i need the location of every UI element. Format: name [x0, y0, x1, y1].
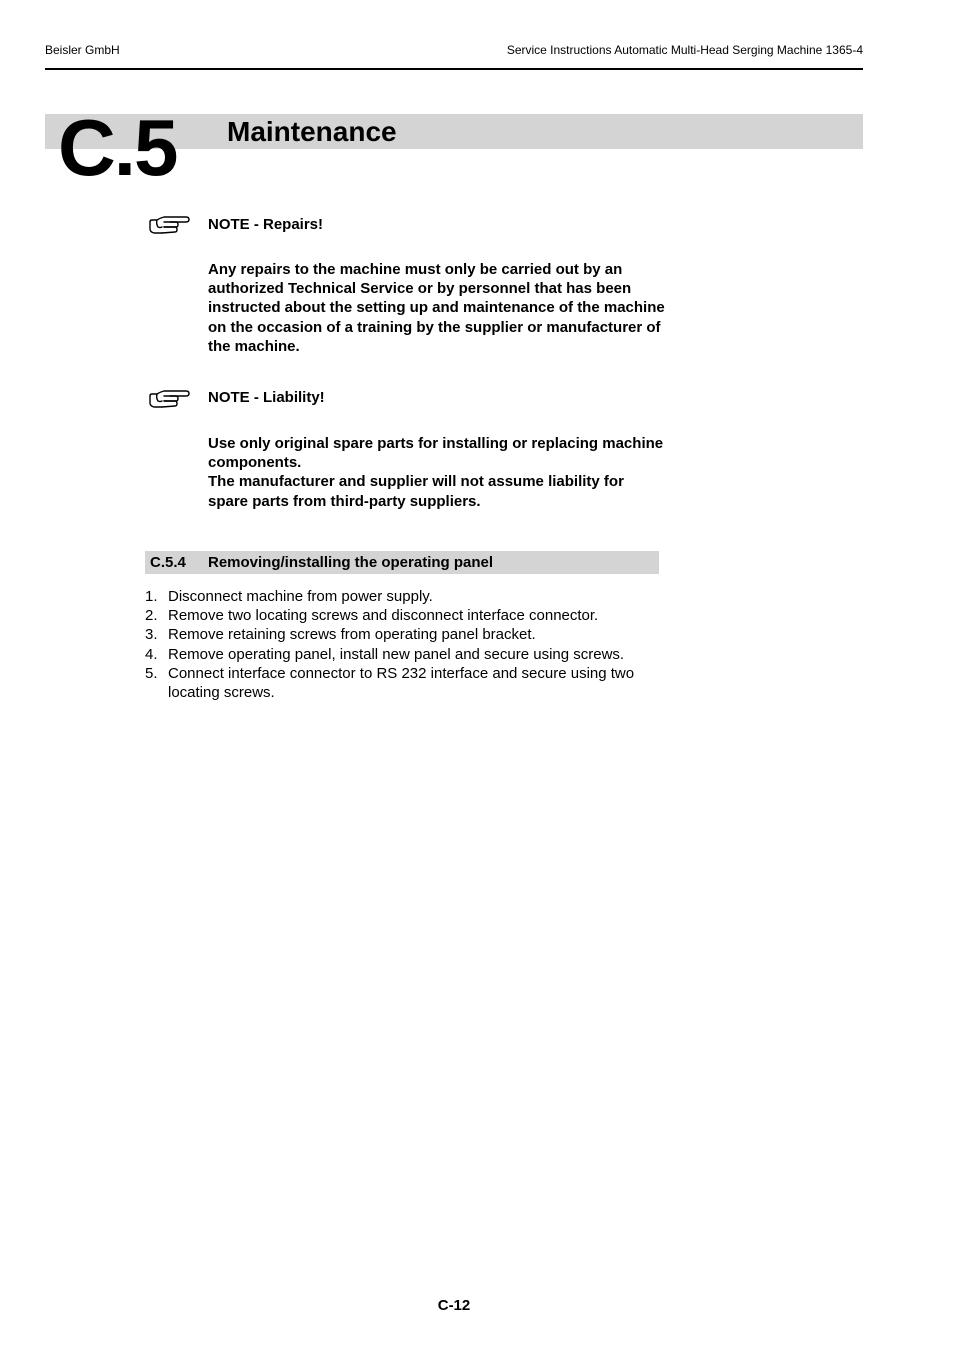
list-item [145, 664, 665, 702]
section-title: Removing/installing the operating panel [208, 554, 494, 571]
step-number: 5. [145, 664, 158, 682]
chapter-number: C.5 [58, 103, 177, 192]
note-liability-text-2: The manufacturer and supplier will not assume liability for spare parts from third-party suppliers. [208, 473, 624, 510]
step-number: 1. [145, 588, 158, 605]
step-text: Connect interface connector to RS 232 interface and secure using two locating screws. [168, 664, 635, 702]
section-number: C.5.4 [150, 554, 186, 571]
page-header [45, 42, 863, 70]
chapter-title: Maintenance [227, 116, 397, 147]
note-liability-body [208, 434, 668, 511]
list-item [145, 606, 665, 625]
section-heading-bar [145, 551, 659, 574]
company-name: Beisler GmbH [45, 43, 120, 57]
pointing-hand-icon [148, 214, 190, 236]
step-number: 4. [145, 645, 158, 663]
list-item [145, 587, 665, 606]
step-text: Remove operating panel, install new panel and secure using screws. [168, 645, 625, 663]
pointing-hand-icon [148, 388, 190, 410]
document-title: Service Instructions Automatic Multi-Head Serging Machine 1365-4 [506, 43, 863, 57]
page-number: C-12 [437, 1297, 471, 1314]
note-liability-heading: NOTE - Liability! [208, 389, 325, 406]
list-item [145, 645, 665, 664]
note-repairs-body [208, 260, 668, 356]
step-text: Remove retaining screws from operating panel bracket. [168, 626, 536, 644]
procedure-steps [145, 587, 665, 702]
step-text: Remove two locating screws and disconnect interface connector. [168, 607, 599, 625]
note-repairs-text: Any repairs to the machine must only be carried out by an authorized Technical Service or by personnel that has been instructed about the setting up and maintenance of the machine on the occasion of a training by the supplier or manufacturer of the machine. [208, 261, 665, 355]
note-liability-text-1: Use only original spare parts for installing or replacing machine components. [208, 435, 664, 472]
list-item [145, 625, 665, 644]
step-text: Disconnect machine from power supply. [168, 588, 433, 605]
step-number: 2. [145, 607, 158, 625]
step-number: 3. [145, 626, 158, 644]
note-repairs-heading: NOTE - Repairs! [208, 216, 324, 233]
